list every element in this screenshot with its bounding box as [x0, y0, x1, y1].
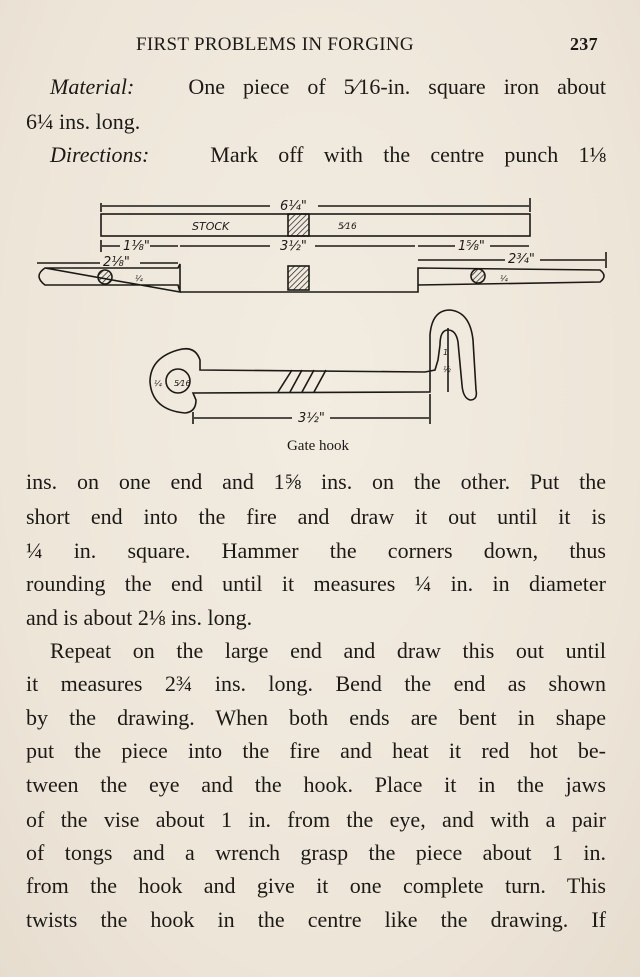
dim-left-diameter: ¼	[135, 274, 143, 283]
dim-right-drawn: 2¾"	[508, 252, 535, 267]
body-line: from the hook and give it one complete turn. This	[26, 873, 606, 898]
dim-eye-inner: 5⁄16	[174, 379, 191, 388]
body-line: of the vise about 1 in. from the eye, and with a pair	[26, 807, 606, 832]
material-label: Material:	[50, 74, 135, 99]
dim-hook-length: 3½"	[298, 411, 325, 426]
material-line-1	[50, 73, 606, 101]
body-line: ins. on one end and 1⅝ ins. on the other. Put the	[26, 469, 606, 494]
dim-eye-outer: ¼	[154, 379, 162, 388]
dim-left-mark: 1⅛"	[123, 239, 150, 254]
directions-text: Mark off with the centre punch 1⅛	[210, 142, 606, 167]
material-text: One piece of 5⁄16-in. square iron about	[188, 74, 607, 99]
dim-overall: 6¼"	[280, 199, 307, 214]
body-line: it measures 2¾ ins. long. Bend the end as shown	[26, 671, 606, 696]
directions-label: Directions:	[50, 142, 150, 167]
figure-caption	[0, 438, 640, 455]
body-line: rounding the end until it measures ¼ in. in diameter	[26, 571, 606, 596]
directions-line-1	[50, 141, 606, 169]
dim-stock-size: 5⁄16	[338, 222, 357, 232]
body-line: ¼ in. square. Hammer the corners down, thus	[26, 538, 606, 563]
body-line: twists the hook in the centre like the drawing. If	[26, 907, 606, 932]
dim-right-diameter: ¼	[500, 274, 508, 283]
dim-left-drawn: 2⅛"	[103, 255, 130, 270]
body-line: Repeat on the large end and draw this out until	[50, 638, 606, 663]
running-title: FIRST PROBLEMS IN FORGING	[136, 34, 414, 55]
body-line: tween the eye and the hook. Place it in the jaws	[26, 772, 606, 797]
body-line: of tongs and a wrench grasp the piece about 1 in.	[26, 840, 606, 865]
body-line: by the drawing. When both ends are bent in shape	[26, 705, 606, 730]
forging-diagram	[0, 185, 640, 460]
material-line-2: 6¼ ins. long.	[26, 109, 141, 134]
stock-label: STOCK	[192, 220, 230, 233]
running-head	[0, 34, 640, 60]
body-line: short end into the fire and draw it out until it is	[26, 504, 606, 529]
caption-text: Gate hook	[286, 438, 350, 454]
gate-hook-figure	[0, 185, 640, 460]
dim-right-mark: 1⅝"	[458, 239, 485, 254]
page-number: 237	[570, 34, 598, 54]
dim-center: 3½"	[280, 239, 307, 254]
dim-hook-opening: ½	[443, 365, 451, 374]
body-line: put the piece into the fire and heat it red hot be-	[26, 738, 606, 763]
dim-hook-height: 1	[443, 348, 449, 357]
body-line: and is about 2⅛ ins. long.	[26, 605, 253, 630]
